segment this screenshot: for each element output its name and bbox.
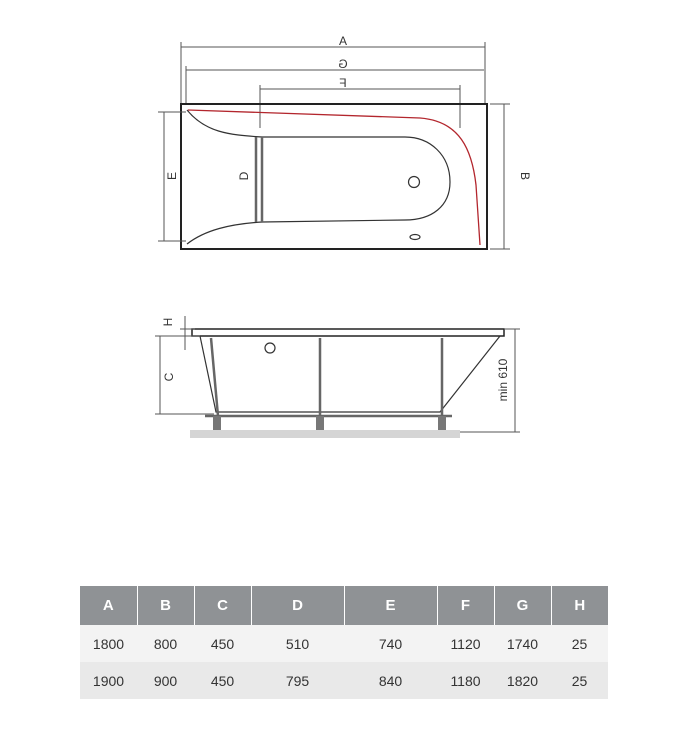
dim-d-label: D xyxy=(237,171,251,181)
foot-2 xyxy=(316,416,324,430)
header-d: D xyxy=(251,586,344,625)
dim-e-label: E xyxy=(165,171,179,181)
side-overflow-icon xyxy=(265,343,275,353)
cell-d: 510 xyxy=(251,625,344,662)
cell-a: 1900 xyxy=(80,662,137,699)
foot-3 xyxy=(438,416,446,430)
dimension-table xyxy=(80,586,608,699)
cell-e: 840 xyxy=(344,662,437,699)
cell-d: 795 xyxy=(251,662,344,699)
cell-g: 1820 xyxy=(494,662,551,699)
header-e: E xyxy=(344,586,437,625)
cell-h: 25 xyxy=(551,625,608,662)
dim-f-label: F xyxy=(339,76,347,90)
side-basin-body xyxy=(200,336,500,412)
cell-b: 900 xyxy=(137,662,194,699)
header-c: C xyxy=(194,586,251,625)
foot-1 xyxy=(213,416,221,430)
dim-c-label: C xyxy=(162,372,176,382)
table-header-row xyxy=(80,586,608,625)
header-a: A xyxy=(80,586,137,625)
dim-h-label: H xyxy=(161,317,175,327)
header-f: F xyxy=(437,586,494,625)
side-view xyxy=(155,316,520,438)
cell-b: 800 xyxy=(137,625,194,662)
side-rim xyxy=(192,329,504,336)
header-g: G xyxy=(494,586,551,625)
drain-icon xyxy=(409,177,420,188)
top-view xyxy=(158,34,532,249)
overflow-icon xyxy=(410,235,420,240)
cell-g: 1740 xyxy=(494,625,551,662)
dim-min-label: min 610 xyxy=(496,358,510,402)
dim-b-label: B xyxy=(518,171,532,181)
floor xyxy=(190,430,460,438)
cell-e: 740 xyxy=(344,625,437,662)
cell-f: 1180 xyxy=(437,662,494,699)
cell-h: 25 xyxy=(551,662,608,699)
header-h: H xyxy=(551,586,608,625)
cell-c: 450 xyxy=(194,625,251,662)
cell-a: 1800 xyxy=(80,625,137,662)
cell-f: 1120 xyxy=(437,625,494,662)
dim-g-label: G xyxy=(338,57,348,71)
cell-c: 450 xyxy=(194,662,251,699)
table-row xyxy=(80,625,608,662)
header-b: B xyxy=(137,586,194,625)
tub-accent-curve xyxy=(188,110,480,245)
dim-a-label: A xyxy=(338,34,348,48)
table-row xyxy=(80,662,608,699)
